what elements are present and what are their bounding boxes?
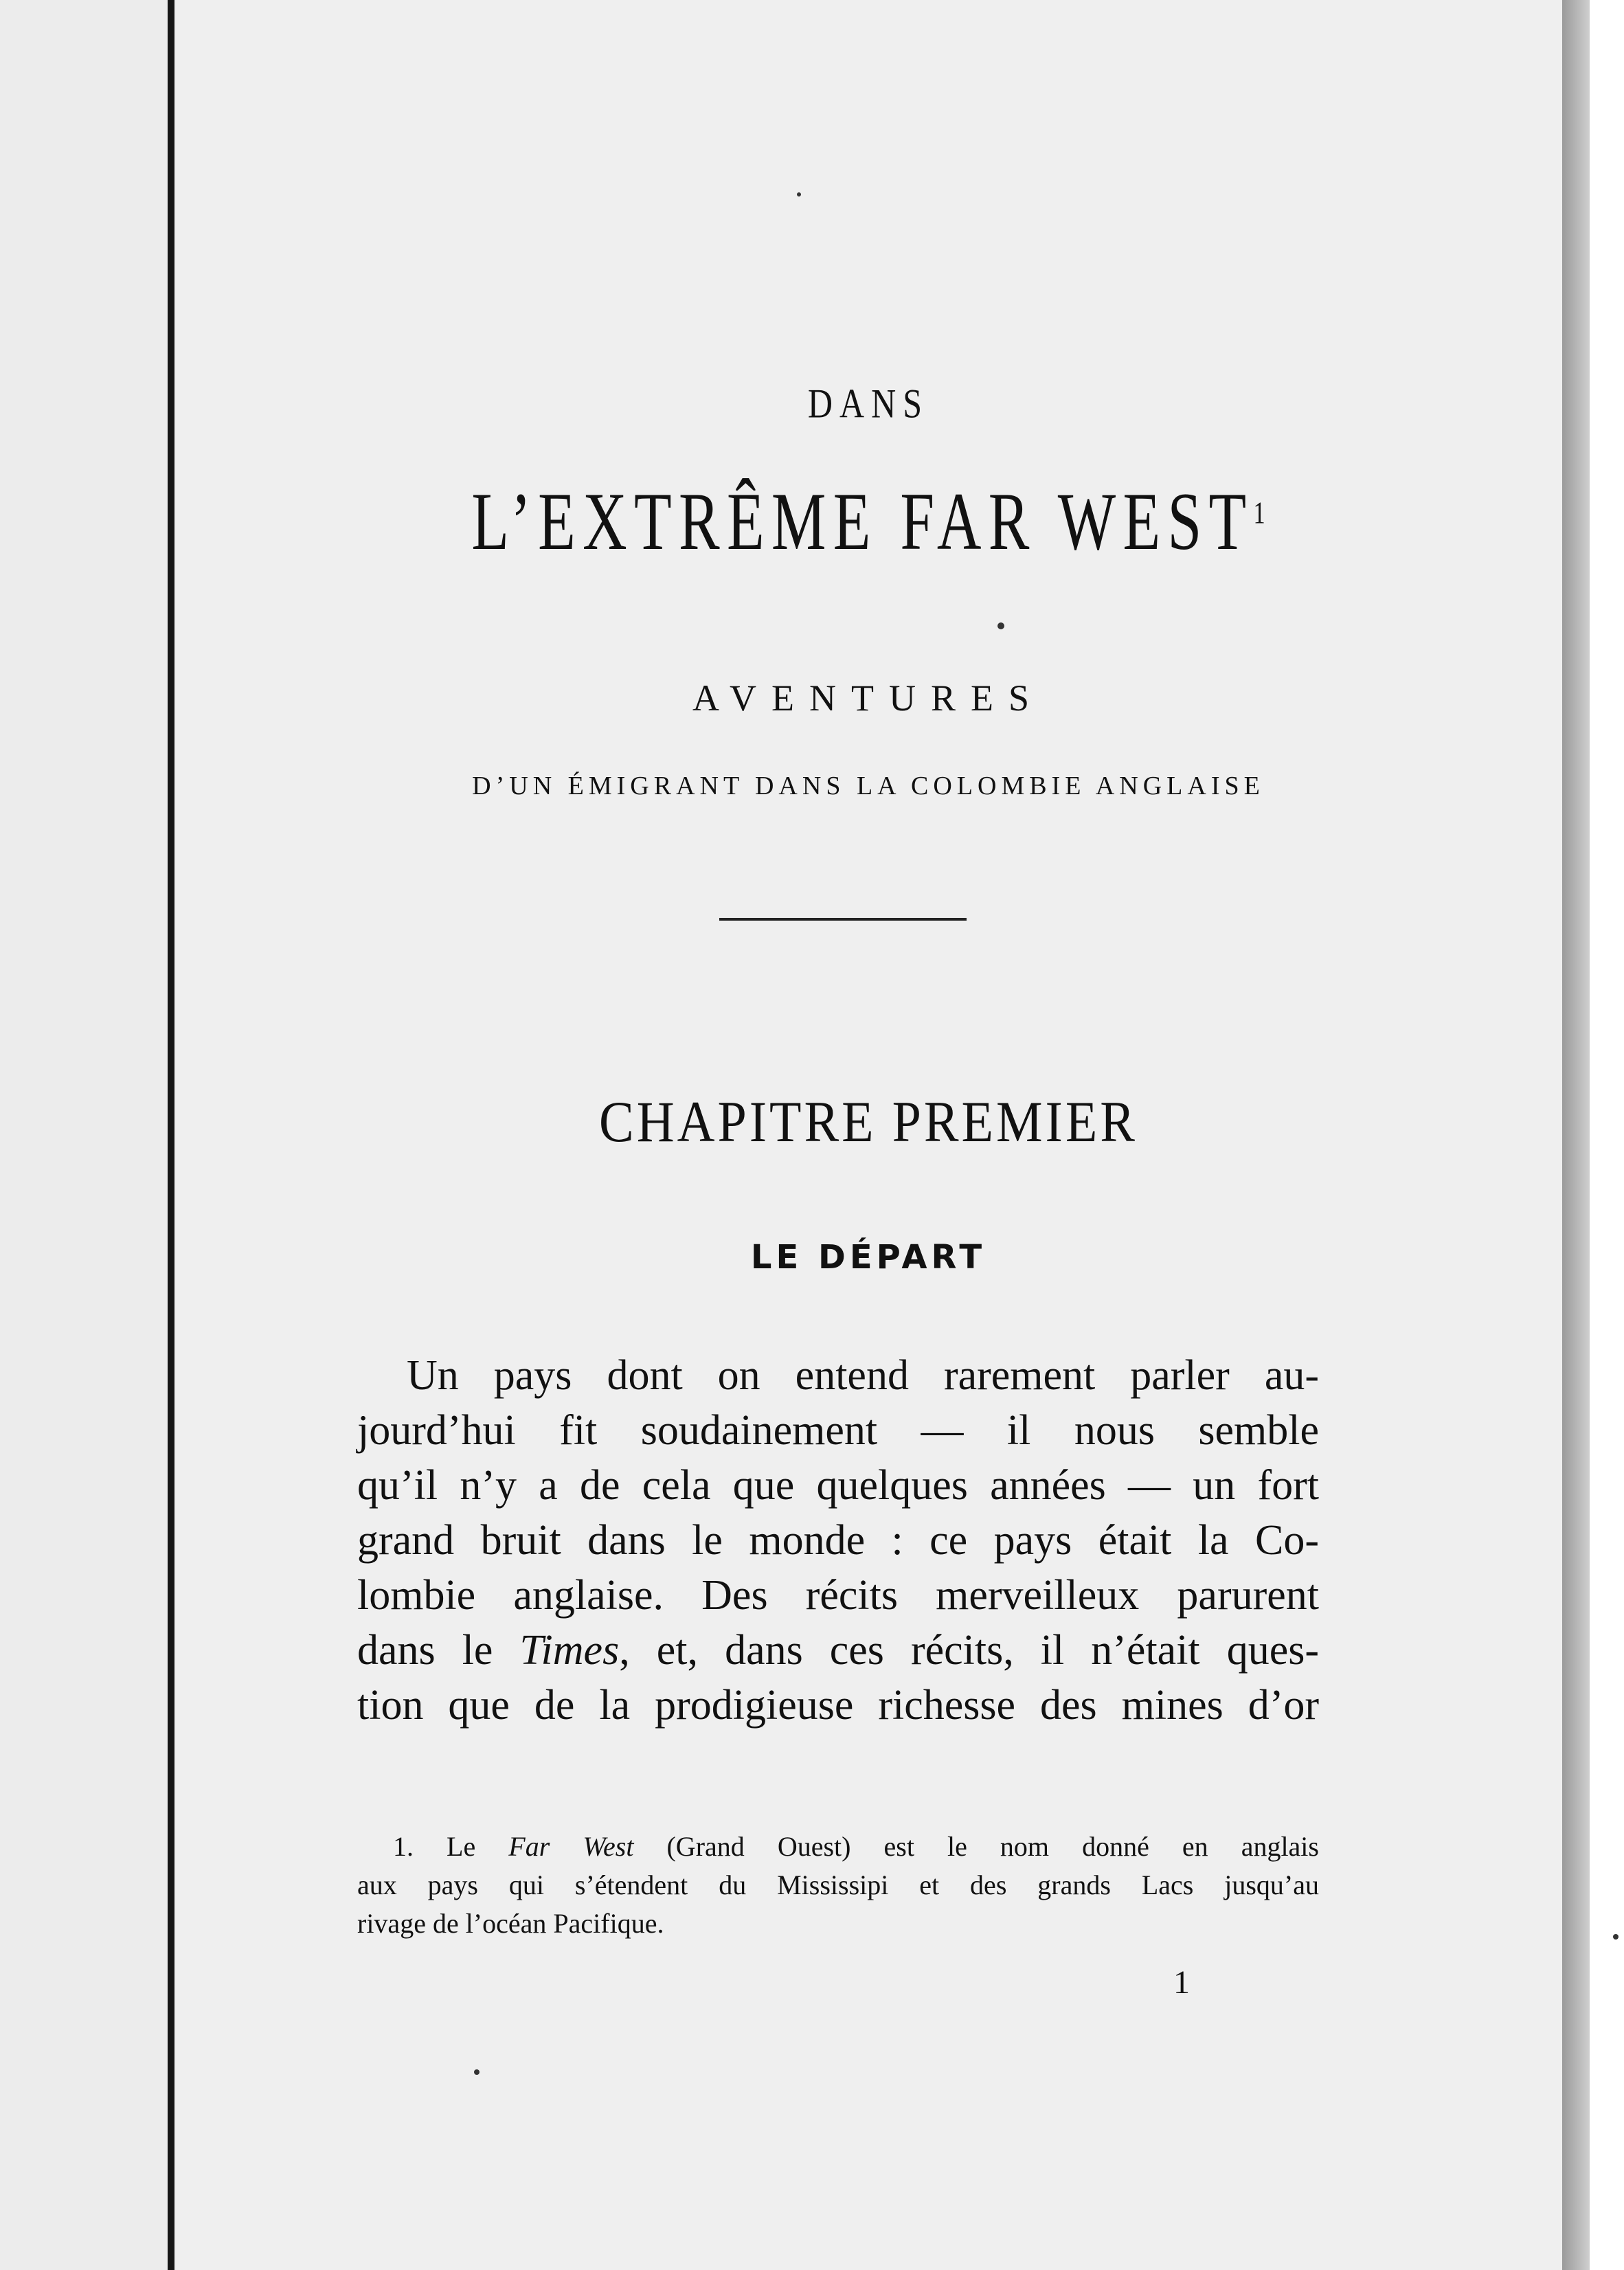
subtitle-emigrant: D’UN ÉMIGRANT DANS LA COLOMBIE ANGLAISE bbox=[472, 772, 1265, 800]
book-spine bbox=[168, 0, 174, 2270]
title-rule bbox=[719, 918, 967, 921]
body-line-text: jourd’hui fit soudainement — il nous semble bbox=[357, 1407, 1319, 1454]
footnote-text: 1. Le bbox=[393, 1831, 509, 1862]
body-line bbox=[357, 1568, 1319, 1623]
footnote-line bbox=[357, 1904, 1319, 1943]
subtitle-aventures: AVENTURES bbox=[692, 677, 1045, 719]
body-line-italic: Times bbox=[519, 1627, 620, 1674]
title-footnote-ref: 1 bbox=[1253, 494, 1265, 530]
footnote-line bbox=[357, 1866, 1319, 1904]
body-line-text: dans le bbox=[357, 1627, 520, 1674]
footnote-italic: Far West bbox=[508, 1831, 634, 1862]
facing-page-edge bbox=[0, 0, 170, 2270]
body-line-text: , et, dans ces récits, il n’était ques- bbox=[619, 1627, 1319, 1674]
chapter-heading: CHAPITRE PREMIER bbox=[599, 1089, 1138, 1154]
body-line bbox=[357, 1678, 1319, 1733]
footnote-text: aux pays qui s’étendent du Mississipi et des grands Lacs jusqu’au bbox=[357, 1869, 1319, 1900]
body-line bbox=[357, 1458, 1319, 1513]
page-edge-shadow bbox=[1562, 0, 1590, 2270]
scan-margin bbox=[1590, 0, 1624, 2270]
body-line bbox=[357, 1403, 1319, 1458]
footnote-text: (Grand Ouest) est le nom donné en anglais bbox=[633, 1831, 1319, 1862]
pretitle: DANS bbox=[807, 380, 929, 427]
book-title bbox=[271, 475, 1465, 569]
body-line bbox=[357, 1623, 1319, 1678]
body-line-text: qu’il n’y a de cela que quelques années — un fort bbox=[357, 1462, 1319, 1509]
book-title-text: L’EXTRÊME FAR WEST bbox=[471, 476, 1254, 568]
footnote-line bbox=[393, 1828, 1319, 1866]
body-line-text: lombie anglaise. Des récits merveilleux parurent bbox=[357, 1572, 1319, 1619]
body-line-text: Un pays dont on entend rarement parler au- bbox=[407, 1352, 1319, 1399]
body-line bbox=[407, 1348, 1319, 1403]
body-line-text: grand bruit dans le monde : ce pays était la Co- bbox=[357, 1517, 1319, 1564]
page-number: 1 bbox=[1173, 1964, 1190, 2001]
body-line-text: tion que de la prodigieuse richesse des mines d’or bbox=[357, 1682, 1319, 1729]
section-heading: LE DÉPART bbox=[750, 1238, 986, 1277]
body-line bbox=[357, 1513, 1319, 1568]
footnote-text: rivage de l’océan Pacifique. bbox=[357, 1908, 664, 1939]
